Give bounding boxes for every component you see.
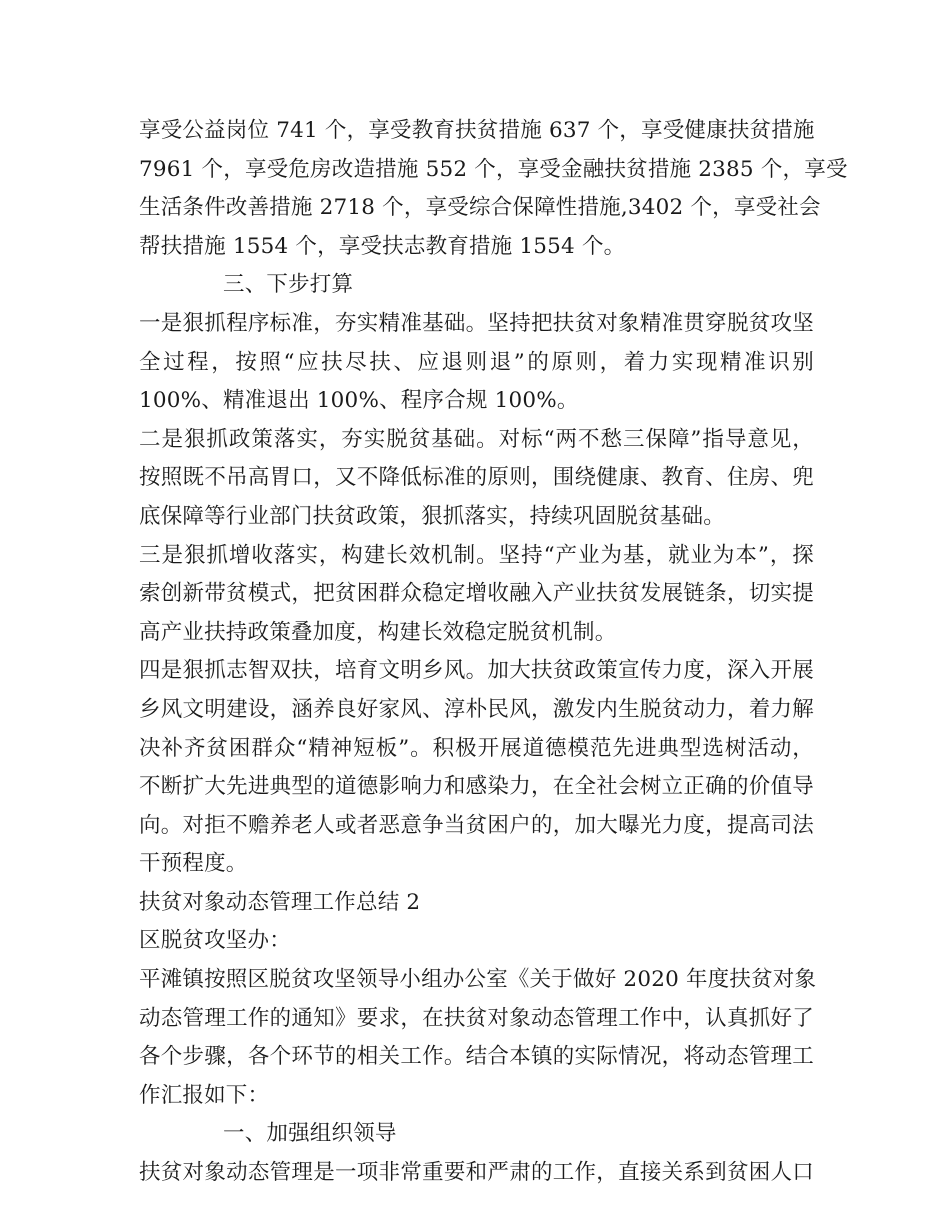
text-line: 7961 个，享受危房改造措施 552 个，享受金融扶贫措施 2385 个，享受 [139,156,848,182]
text-line: 作汇报如下： [139,1082,270,1108]
text-line: 向。对拒不赡养老人或者恶意争当贫困户的，加大曝光力度，提高司法 [139,812,814,838]
text-line: 索创新带贫模式，把贫困群众稳定增收融入产业扶贫发展链条，切实提 [139,581,814,607]
text-line: 一是狠抓程序标准，夯实精准基础。坚持把扶贫对象精准贯穿脱贫攻坚 [139,310,814,336]
text-line: 干预程度。 [139,851,248,877]
text-line: 区脱贫攻坚办： [139,928,291,954]
section-heading: 三、下步打算 [223,272,354,298]
text-line: 四是狠抓志智双扶，培育文明乡风。加大扶贫政策宣传力度，深入开展 [139,658,814,684]
text-line: 100%、精准退出 100%、程序合规 100%。 [139,388,579,414]
text-line: 三是狠抓增收落实，构建长效机制。坚持“产业为基，就业为本”，探 [139,542,814,568]
text-line: 各个步骤，各个环节的相关工作。结合本镇的实际情况，将动态管理工 [139,1044,814,1070]
text-line: 不断扩大先进典型的道德影响力和感染力，在全社会树立正确的价值导 [139,774,814,800]
text-line: 平滩镇按照区脱贫攻坚领导小组办公室《关于做好 2020 年度扶贫对象 [139,967,817,993]
text-line: 底保障等行业部门扶贫政策，狠抓落实，持续巩固脱贫基础。 [139,503,725,529]
text-line: 全过程，按照“应扶尽扶、应退则退”的原则，着力实现精准识别 [139,349,814,375]
text-line: 生活条件改善措施 2718 个，享受综合保障性措施,3402 个，享受社会 [139,195,821,221]
text-line: 高产业扶持政策叠加度，构建长效稳定脱贫机制。 [139,619,617,645]
text-line: 决补齐贫困群众“精神短板”。积极开展道德模范先进典型选树活动， [139,735,814,761]
text-line: 享受公益岗位 741 个，享受教育扶贫措施 637 个，享受健康扶贫措施 [139,118,815,143]
text-line: 扶贫对象动态管理是一项非常重要和严肃的工作，直接关系到贫困人口 [139,1160,814,1186]
document-body [139,112,848,1193]
text-line: 乡风文明建设，涵养良好家风、淳朴民风，激发内生脱贫动力，着力解 [139,696,814,722]
text-line: 按照既不吊高胃口，又不降低标准的原则，围绕健康、教育、住房、兜 [139,465,814,491]
text-line: 扶贫对象动态管理工作总结 2 [139,889,421,915]
section-heading: 一、加强组织领导 [223,1121,397,1147]
text-line: 动态管理工作的通知》要求，在扶贫对象动态管理工作中，认真抓好了 [139,1005,814,1031]
text-line: 帮扶措施 1554 个，享受扶志教育措施 1554 个。 [139,233,626,259]
text-line: 二是狠抓政策落实，夯实脱贫基础。对标“两不愁三保障”指导意见， [139,426,814,452]
